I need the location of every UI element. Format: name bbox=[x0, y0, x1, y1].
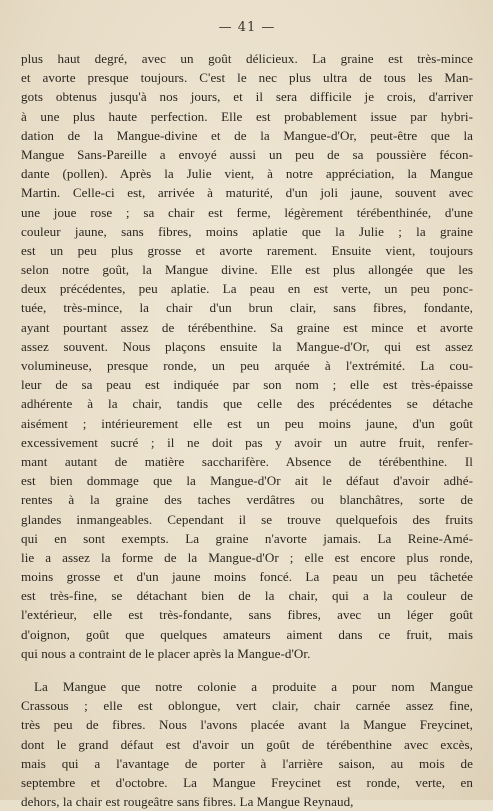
text-line: assez souvent. Nous plaçons ensuite la Mangue-d'Or, qui est assez bbox=[21, 338, 473, 354]
page-number: — 41 — bbox=[218, 20, 276, 35]
text-line: excessivement sucré ; il ne doit pas y avoir un autre fruit, renfer- bbox=[21, 434, 473, 450]
text-line: glandes inmangeables. Cependant il se trouve quelquefois des fruits bbox=[21, 511, 473, 527]
text-line: et avorte presque toujours. C'est le nec plus ultra de tous les Man- bbox=[21, 70, 473, 86]
paragraph bbox=[21, 49, 473, 663]
text-line: adhérente à la chair, tandis que celle des précédentes se détache bbox=[21, 396, 473, 412]
text-line: dont le grand défaut est d'avoir un goût de térébenthine avec excès, bbox=[21, 736, 473, 752]
text-line: une joue rose ; sa chair est ferme, légèrement térébenthinée, d'une bbox=[21, 204, 473, 220]
document-body bbox=[21, 49, 473, 811]
text-line: leur de sa peau est indiquée par son nom ; elle est très-épaisse bbox=[21, 377, 473, 393]
text-line: dation de la Mangue-divine et de la Mangue-d'Or, peut-être que la bbox=[21, 127, 473, 143]
text-line: tuée, très-mince, la chair d'un brun clair, sans fibres, fondante, bbox=[21, 300, 473, 316]
text-line: dehors, la chair est rougeâtre sans fibres. La Mangue Reynaud, bbox=[21, 794, 354, 810]
text-line: Crassous ; elle est oblongue, vert clair, chair carnée assez fine, bbox=[21, 698, 473, 714]
text-line: qui nous a contraint de le placer après la Mangue-d'Or. bbox=[21, 645, 311, 661]
text-line: Martin. Celle-ci est, arrivée à maturité, d'un joli jaune, souvent avec bbox=[21, 185, 473, 201]
text-line: à une plus haute perfection. Elle est probablement issue par hybri- bbox=[21, 108, 473, 124]
text-line: mais qui a l'avantage de porter à l'arrière saison, au mois de bbox=[21, 755, 473, 771]
text-line: plus haut degré, avec un goût délicieux. La graine est très-mince bbox=[21, 51, 473, 66]
text-line: qui en sont exempts. La graine n'avorte jamais. La Reine-Amé- bbox=[21, 530, 473, 546]
text-line: est un peu plus grosse et avorte rarement. Ensuite vient, toujours bbox=[21, 242, 473, 258]
text-line: selon notre goût, la Mangue divine. Elle est plus allongée que les bbox=[21, 262, 473, 278]
text-line: rentes à la graine des taches verdâtres ou blanchâtres, sorte de bbox=[21, 492, 473, 508]
text-line: volumineuse, presque ronde, un peu arquée à l'extrémité. La cou- bbox=[21, 358, 473, 373]
text-line: deux précédentes, peu aplatie. La peau en est verte, un peu ponc- bbox=[21, 281, 473, 297]
text-line: moins grosse et d'un jaune moins foncé. La peau un peu tâchetée bbox=[21, 569, 473, 585]
text-line: septembre et d'octobre. La Mangue Freycinet est ronde, verte, en bbox=[21, 774, 473, 790]
paragraph bbox=[21, 677, 473, 811]
text-line: très peu de fibres. Nous l'avons placée avant la Mangue Freycinet, bbox=[21, 717, 473, 733]
text-line: gots obtenus jusqu'à nos jours, et il sera difficile je crois, d'arriver bbox=[21, 89, 473, 105]
text-line: dante (pollen). Après la Julie vient, à notre appréciation, la Mangue bbox=[21, 166, 473, 182]
text-line: aisément ; intérieurement elle est un peu moins jaune, d'un goût bbox=[21, 415, 473, 431]
text-line: est bien dommage que la Mangue-d'Or ait le défaut d'avoir adhé- bbox=[21, 473, 473, 489]
text-line: lie a assez la forme de la Mangue-d'Or ; elle est encore plus ronde, bbox=[21, 549, 473, 565]
text-line: mant autant de matière saccharifère. Absence de térébenthine. Il bbox=[21, 453, 473, 469]
text-line: l'extérieur, elle est très-fondante, sans fibres, avec un léger goût bbox=[21, 607, 473, 623]
text-line: est très-fine, se détachant bien de la chair, qui a la couleur de bbox=[21, 588, 473, 604]
paragraph-gap bbox=[21, 663, 473, 677]
text-line: couleur jaune, sans fibres, moins aplatie que la Julie ; la graine bbox=[21, 223, 473, 239]
text-line: d'oignon, goût que quelques amateurs aiment dans ce fruit, mais bbox=[21, 626, 473, 642]
text-line: Mangue Sans-Pareille a envoyé aussi un peu de sa poussière fécon- bbox=[21, 146, 473, 162]
text-line: ayant pourtant assez de térébenthine. Sa graine est mince et avorte bbox=[21, 319, 473, 335]
text-line: La Mangue que notre colonie a produite a pour nom Mangue bbox=[34, 679, 473, 694]
